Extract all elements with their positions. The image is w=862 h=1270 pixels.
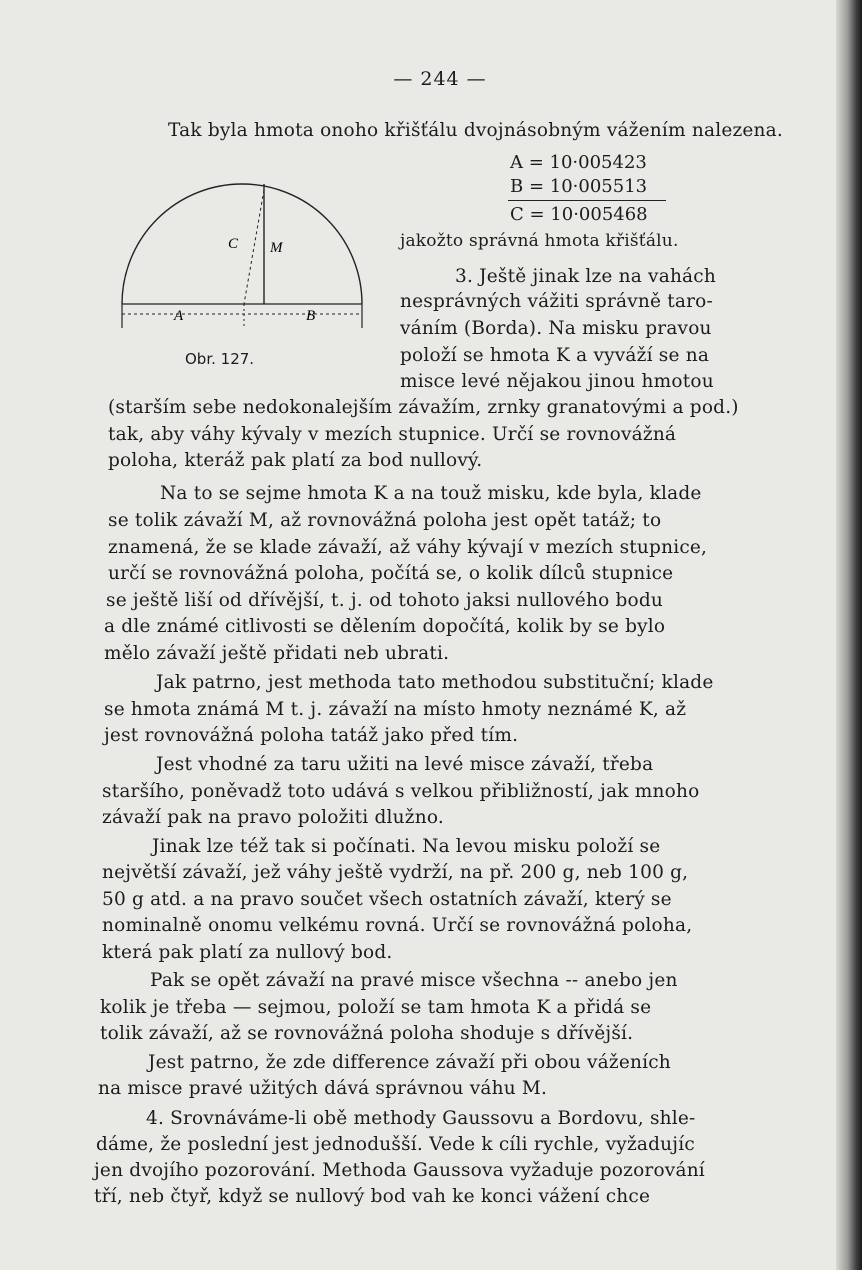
text-line: tak, aby váhy kývaly v mezích stupnice. Určí se rovnovážná (108, 424, 677, 445)
text-line: se tolik závaží M, až rovnovážná poloha jest opět tatáž; to (108, 510, 662, 531)
text-line: jen dvojího pozorování. Methoda Gaussova vyžaduje pozorování (94, 1160, 705, 1181)
text-line: váním (Borda). Na misku pravou (400, 318, 712, 339)
text-line: Na to se sejme hmota K a na touž misku, kde byla, klade (160, 483, 702, 504)
figure-caption: Obr. 127. (185, 350, 255, 368)
equation-c: C = 10·005468 (510, 204, 648, 225)
text-line: Jest patrno, že zde difference závaží při obou váženích (148, 1052, 671, 1073)
page-number: — 244 — (393, 68, 487, 90)
text-line: Jak patrno, jest methoda tato methodou substituční; klade (156, 672, 714, 693)
equation-b: B = 10·005513 (510, 176, 648, 197)
text-line: 50 g atd. a na pravo součet všech ostatních závaží, který se (102, 889, 672, 910)
text-line: se ještě liší od dřívější, t. j. od tohoto jaksi nullového bodu (106, 590, 664, 611)
text-line: Jest vhodné za taru užiti na levé misce závaží, třeba (156, 754, 654, 775)
text-line: určí se rovnovážná poloha, počítá se, o kolik dílců stupnice (108, 563, 674, 584)
page-binding-edge (836, 0, 862, 1270)
text-line: na misce pravé užitých dává správnou váhu M. (98, 1078, 548, 1099)
label-m: M (270, 240, 283, 256)
label-c: C (228, 236, 239, 252)
text-line: 4. Srovnáváme-li obě methody Gaussovu a Bordovu, shle- (146, 1108, 696, 1129)
text-line: mělo závaží ještě přidati neb ubrati. (104, 643, 450, 664)
text-line: se hmota známá M t. j. závaží na místo hmoty neznámé K, až (104, 699, 687, 720)
balance-diagram (110, 176, 370, 376)
text-line: závaží pak na pravo položiti dlužno. (102, 807, 444, 828)
text-line: dáme, že poslední jest jednodušší. Vede k cíli rychle, vyžadujíc (96, 1134, 695, 1155)
text-line: kolik je třeba — sejmou, položí se tam hmota K a přidá se (100, 997, 652, 1018)
label-b: B (306, 308, 316, 324)
text-line: nominalně onomu velkému rovná. Určí se rovnovážná poloha, (102, 915, 693, 936)
label-a: A (174, 308, 184, 324)
text-line: tolik závaží, až se rovnovážná poloha shoduje s dřívější. (100, 1023, 634, 1044)
text-line: nesprávných vážiti správně taro- (400, 291, 713, 312)
text-line: Jinak lze též tak si počínati. Na levou misku položí se (152, 836, 661, 857)
equation-a: A = 10·005423 (510, 152, 647, 173)
text-line: největší závaží, jež váhy ještě vydrží, na př. 200 g, neb 100 g, (102, 862, 689, 883)
intro-line: Tak byla hmota onoho křišťálu dvojnásobným vážením nalezena. (168, 120, 783, 141)
text-line: Pak se opět závaží na pravé misce všechna -- anebo jen (150, 970, 678, 991)
sum-rule (508, 200, 666, 201)
text-line: která pak platí za nullový bod. (102, 942, 393, 963)
text-line: jest rovnovážná poloha tatáž jako před tím. (104, 725, 519, 746)
figure-127 (110, 176, 370, 376)
arc (122, 184, 362, 304)
text-line: znamená, že se klade závaží, až váhy kývají v mezích stupnice, (108, 537, 708, 558)
text-line: misce levé nějakou jinou hmotou (400, 371, 714, 392)
text-line: položí se hmota K a vyváží se na (400, 345, 710, 366)
text-line: 3. Ještě jinak lze na vahách (455, 266, 716, 287)
text-line: jakožto správná hmota křišťálu. (400, 231, 679, 251)
text-line: tří, neb čtyř, když se nullový bod vah ke konci vážení chce (94, 1186, 651, 1207)
text-line: staršího, poněvadž toto udává s velkou přibližností, jak mnoho (102, 781, 700, 802)
text-line: poloha, kteráž pak platí za bod nullový. (108, 450, 483, 471)
text-line: (starším sebe nedokonalejším závažím, zrnky granatovými a pod.) (108, 397, 739, 418)
text-line: a dle známé citlivosti se dělením dopočítá, kolik by se bylo (104, 616, 666, 637)
